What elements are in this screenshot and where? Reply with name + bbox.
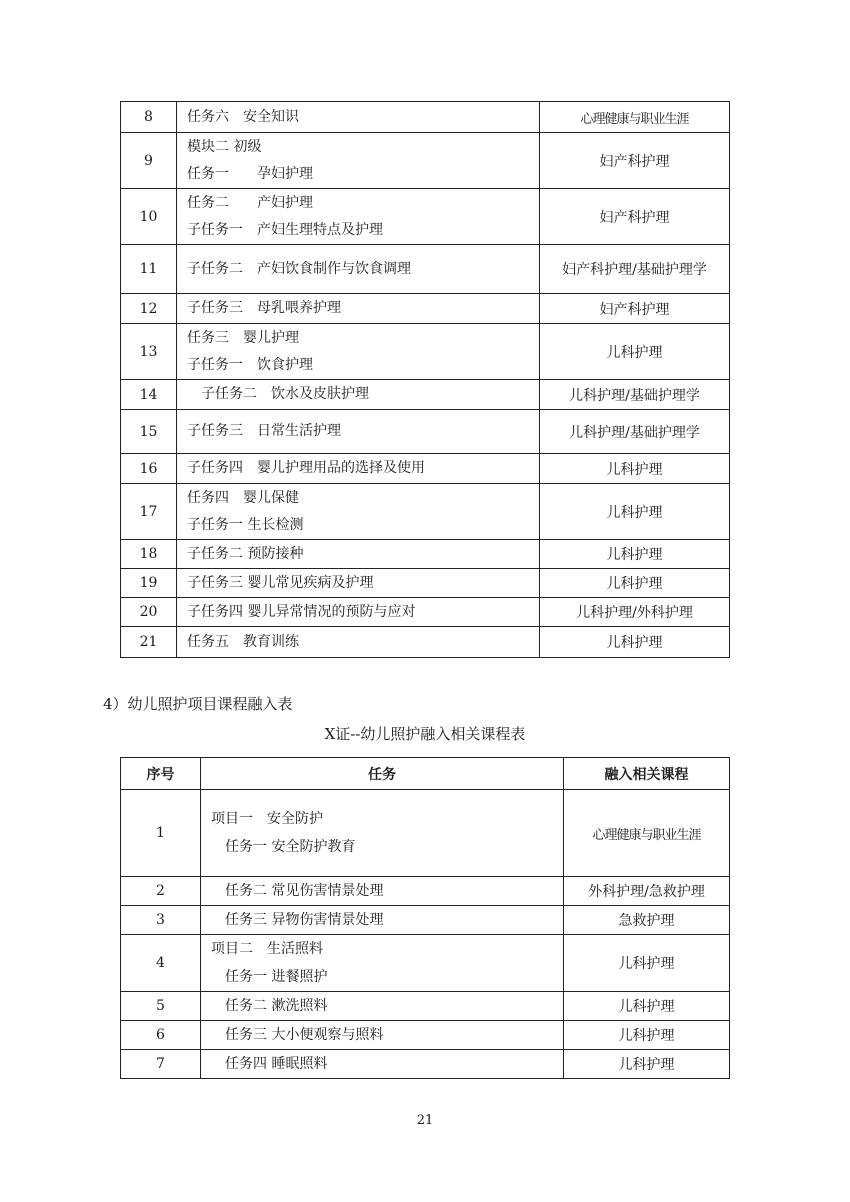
task-cell xyxy=(177,410,540,454)
course-cell: 妇产科护理 xyxy=(540,189,730,245)
course-cell: 外科护理/急救护理 xyxy=(564,877,730,906)
header-course: 融入相关课程 xyxy=(564,758,730,790)
task-line: 任务五 教育训练 xyxy=(187,633,299,650)
row-number: 6 xyxy=(121,1021,201,1050)
task-cell xyxy=(177,133,540,189)
task-line: 子任务二 预防接种 xyxy=(187,545,304,562)
course-cell: 儿科护理 xyxy=(540,324,730,380)
task-cell xyxy=(201,877,564,906)
row-number: 4 xyxy=(121,935,201,992)
course-cell: 心理健康与职业生涯 xyxy=(564,790,730,877)
row-number: 21 xyxy=(121,627,177,658)
task-cell xyxy=(177,627,540,658)
row-number: 12 xyxy=(121,294,177,324)
table-row xyxy=(121,627,730,658)
course-cell: 儿科护理 xyxy=(564,1021,730,1050)
task-cell xyxy=(177,484,540,540)
course-mapping-table-2 xyxy=(120,757,730,1079)
task-line: 项目二 生活照料 xyxy=(211,941,323,957)
task-line: 子任务一 生长检测 xyxy=(187,516,304,533)
table-title: X证--幼儿照护融入相关课程表 xyxy=(324,725,526,743)
table-header-row xyxy=(121,758,730,790)
table-row xyxy=(121,484,730,540)
task-cell xyxy=(177,540,540,569)
course-cell: 儿科护理 xyxy=(540,569,730,598)
course-cell: 儿科护理 xyxy=(540,484,730,540)
page-number: 21 xyxy=(416,1113,434,1128)
task-line: 任务一 安全防护教育 xyxy=(211,839,356,855)
task-line: 任务三 大小便观察与照料 xyxy=(211,1027,384,1043)
row-number: 2 xyxy=(121,877,201,906)
task-cell xyxy=(177,102,540,133)
course-cell: 儿科护理 xyxy=(540,540,730,569)
row-number: 1 xyxy=(121,790,201,877)
task-line: 任务三 婴儿护理 xyxy=(187,329,299,346)
table-row xyxy=(121,454,730,484)
row-number: 20 xyxy=(121,598,177,627)
table-row xyxy=(121,245,730,294)
task-cell xyxy=(201,790,564,877)
row-number: 13 xyxy=(121,324,177,380)
task-cell xyxy=(201,906,564,935)
table-row xyxy=(121,992,730,1021)
task-cell xyxy=(177,380,540,410)
task-cell xyxy=(177,454,540,484)
task-line: 子任务三 日常生活护理 xyxy=(187,423,341,439)
task-line: 子任务二 饮水及皮肤护理 xyxy=(187,386,369,402)
row-number: 16 xyxy=(121,454,177,484)
course-cell: 儿科护理 xyxy=(540,627,730,658)
task-line: 任务四 睡眠照料 xyxy=(211,1056,328,1072)
course-cell: 儿科护理/基础护理学 xyxy=(540,380,730,410)
table-row xyxy=(121,294,730,324)
course-cell: 心理健康与职业生涯 xyxy=(540,102,730,133)
table-row xyxy=(121,877,730,906)
task-cell xyxy=(177,294,540,324)
task-cell xyxy=(201,1050,564,1079)
table-row xyxy=(121,189,730,245)
table-row xyxy=(121,540,730,569)
task-line: 模块二 初级 xyxy=(187,138,262,155)
table-row xyxy=(121,906,730,935)
header-num: 序号 xyxy=(121,758,201,790)
row-number: 8 xyxy=(121,102,177,133)
course-cell: 妇产科护理 xyxy=(540,294,730,324)
task-line: 子任务一 产妇生理特点及护理 xyxy=(187,221,383,238)
course-cell: 儿科护理/外科护理 xyxy=(540,598,730,627)
table-row xyxy=(121,935,730,992)
task-cell xyxy=(177,245,540,294)
table-row xyxy=(121,569,730,598)
task-line: 任务二 常见伤害情景处理 xyxy=(211,883,384,899)
task-cell xyxy=(177,189,540,245)
course-cell: 儿科护理 xyxy=(564,1050,730,1079)
table-row xyxy=(121,790,730,877)
table-row xyxy=(121,102,730,133)
task-cell xyxy=(177,324,540,380)
row-number: 10 xyxy=(121,189,177,245)
task-line: 项目一 安全防护 xyxy=(211,811,323,827)
row-number: 19 xyxy=(121,569,177,598)
task-cell xyxy=(177,598,540,627)
course-cell: 妇产科护理 xyxy=(540,133,730,189)
task-line: 子任务三 婴儿常见疾病及护理 xyxy=(187,574,374,591)
row-number: 5 xyxy=(121,992,201,1021)
task-line: 子任务二 产妇饮食制作与饮食调理 xyxy=(187,260,411,277)
task-line: 子任务四 婴儿异常情况的预防与应对 xyxy=(187,603,416,620)
table-row xyxy=(121,598,730,627)
task-line: 任务三 异物伤害情景处理 xyxy=(211,912,384,928)
course-cell: 儿科护理/基础护理学 xyxy=(540,410,730,454)
table-row xyxy=(121,324,730,380)
row-number: 17 xyxy=(121,484,177,540)
table-row xyxy=(121,380,730,410)
course-cell: 急救护理 xyxy=(564,906,730,935)
table-row xyxy=(121,410,730,454)
task-line: 任务二 漱洗照料 xyxy=(211,998,328,1014)
task-cell xyxy=(201,1021,564,1050)
course-mapping-table-1 xyxy=(120,101,730,658)
row-number: 18 xyxy=(121,540,177,569)
task-line: 任务六 安全知识 xyxy=(187,108,299,125)
course-cell: 儿科护理 xyxy=(564,992,730,1021)
task-line: 子任务一 饮食护理 xyxy=(187,356,313,373)
course-cell: 儿科护理 xyxy=(540,454,730,484)
row-number: 11 xyxy=(121,245,177,294)
table-row xyxy=(121,1050,730,1079)
task-line: 子任务四 婴儿护理用品的选择及使用 xyxy=(187,460,425,476)
course-cell: 儿科护理 xyxy=(564,935,730,992)
header-task: 任务 xyxy=(201,758,564,790)
row-number: 14 xyxy=(121,380,177,410)
table-row xyxy=(121,1021,730,1050)
task-line: 任务一 孕妇护理 xyxy=(187,165,313,182)
row-number: 9 xyxy=(121,133,177,189)
row-number: 3 xyxy=(121,906,201,935)
task-line: 任务四 婴儿保健 xyxy=(187,489,299,506)
course-cell: 妇产科护理/基础护理学 xyxy=(540,245,730,294)
row-number: 15 xyxy=(121,410,177,454)
task-line: 子任务三 母乳喂养护理 xyxy=(187,300,341,316)
table-row xyxy=(121,133,730,189)
task-cell xyxy=(177,569,540,598)
task-line: 任务一 进餐照护 xyxy=(211,969,328,985)
section-heading: 4）幼儿照护项目课程融入表 xyxy=(103,695,293,713)
task-line: 任务二 产妇护理 xyxy=(187,194,313,211)
task-cell xyxy=(201,935,564,992)
row-number: 7 xyxy=(121,1050,201,1079)
task-cell xyxy=(201,992,564,1021)
